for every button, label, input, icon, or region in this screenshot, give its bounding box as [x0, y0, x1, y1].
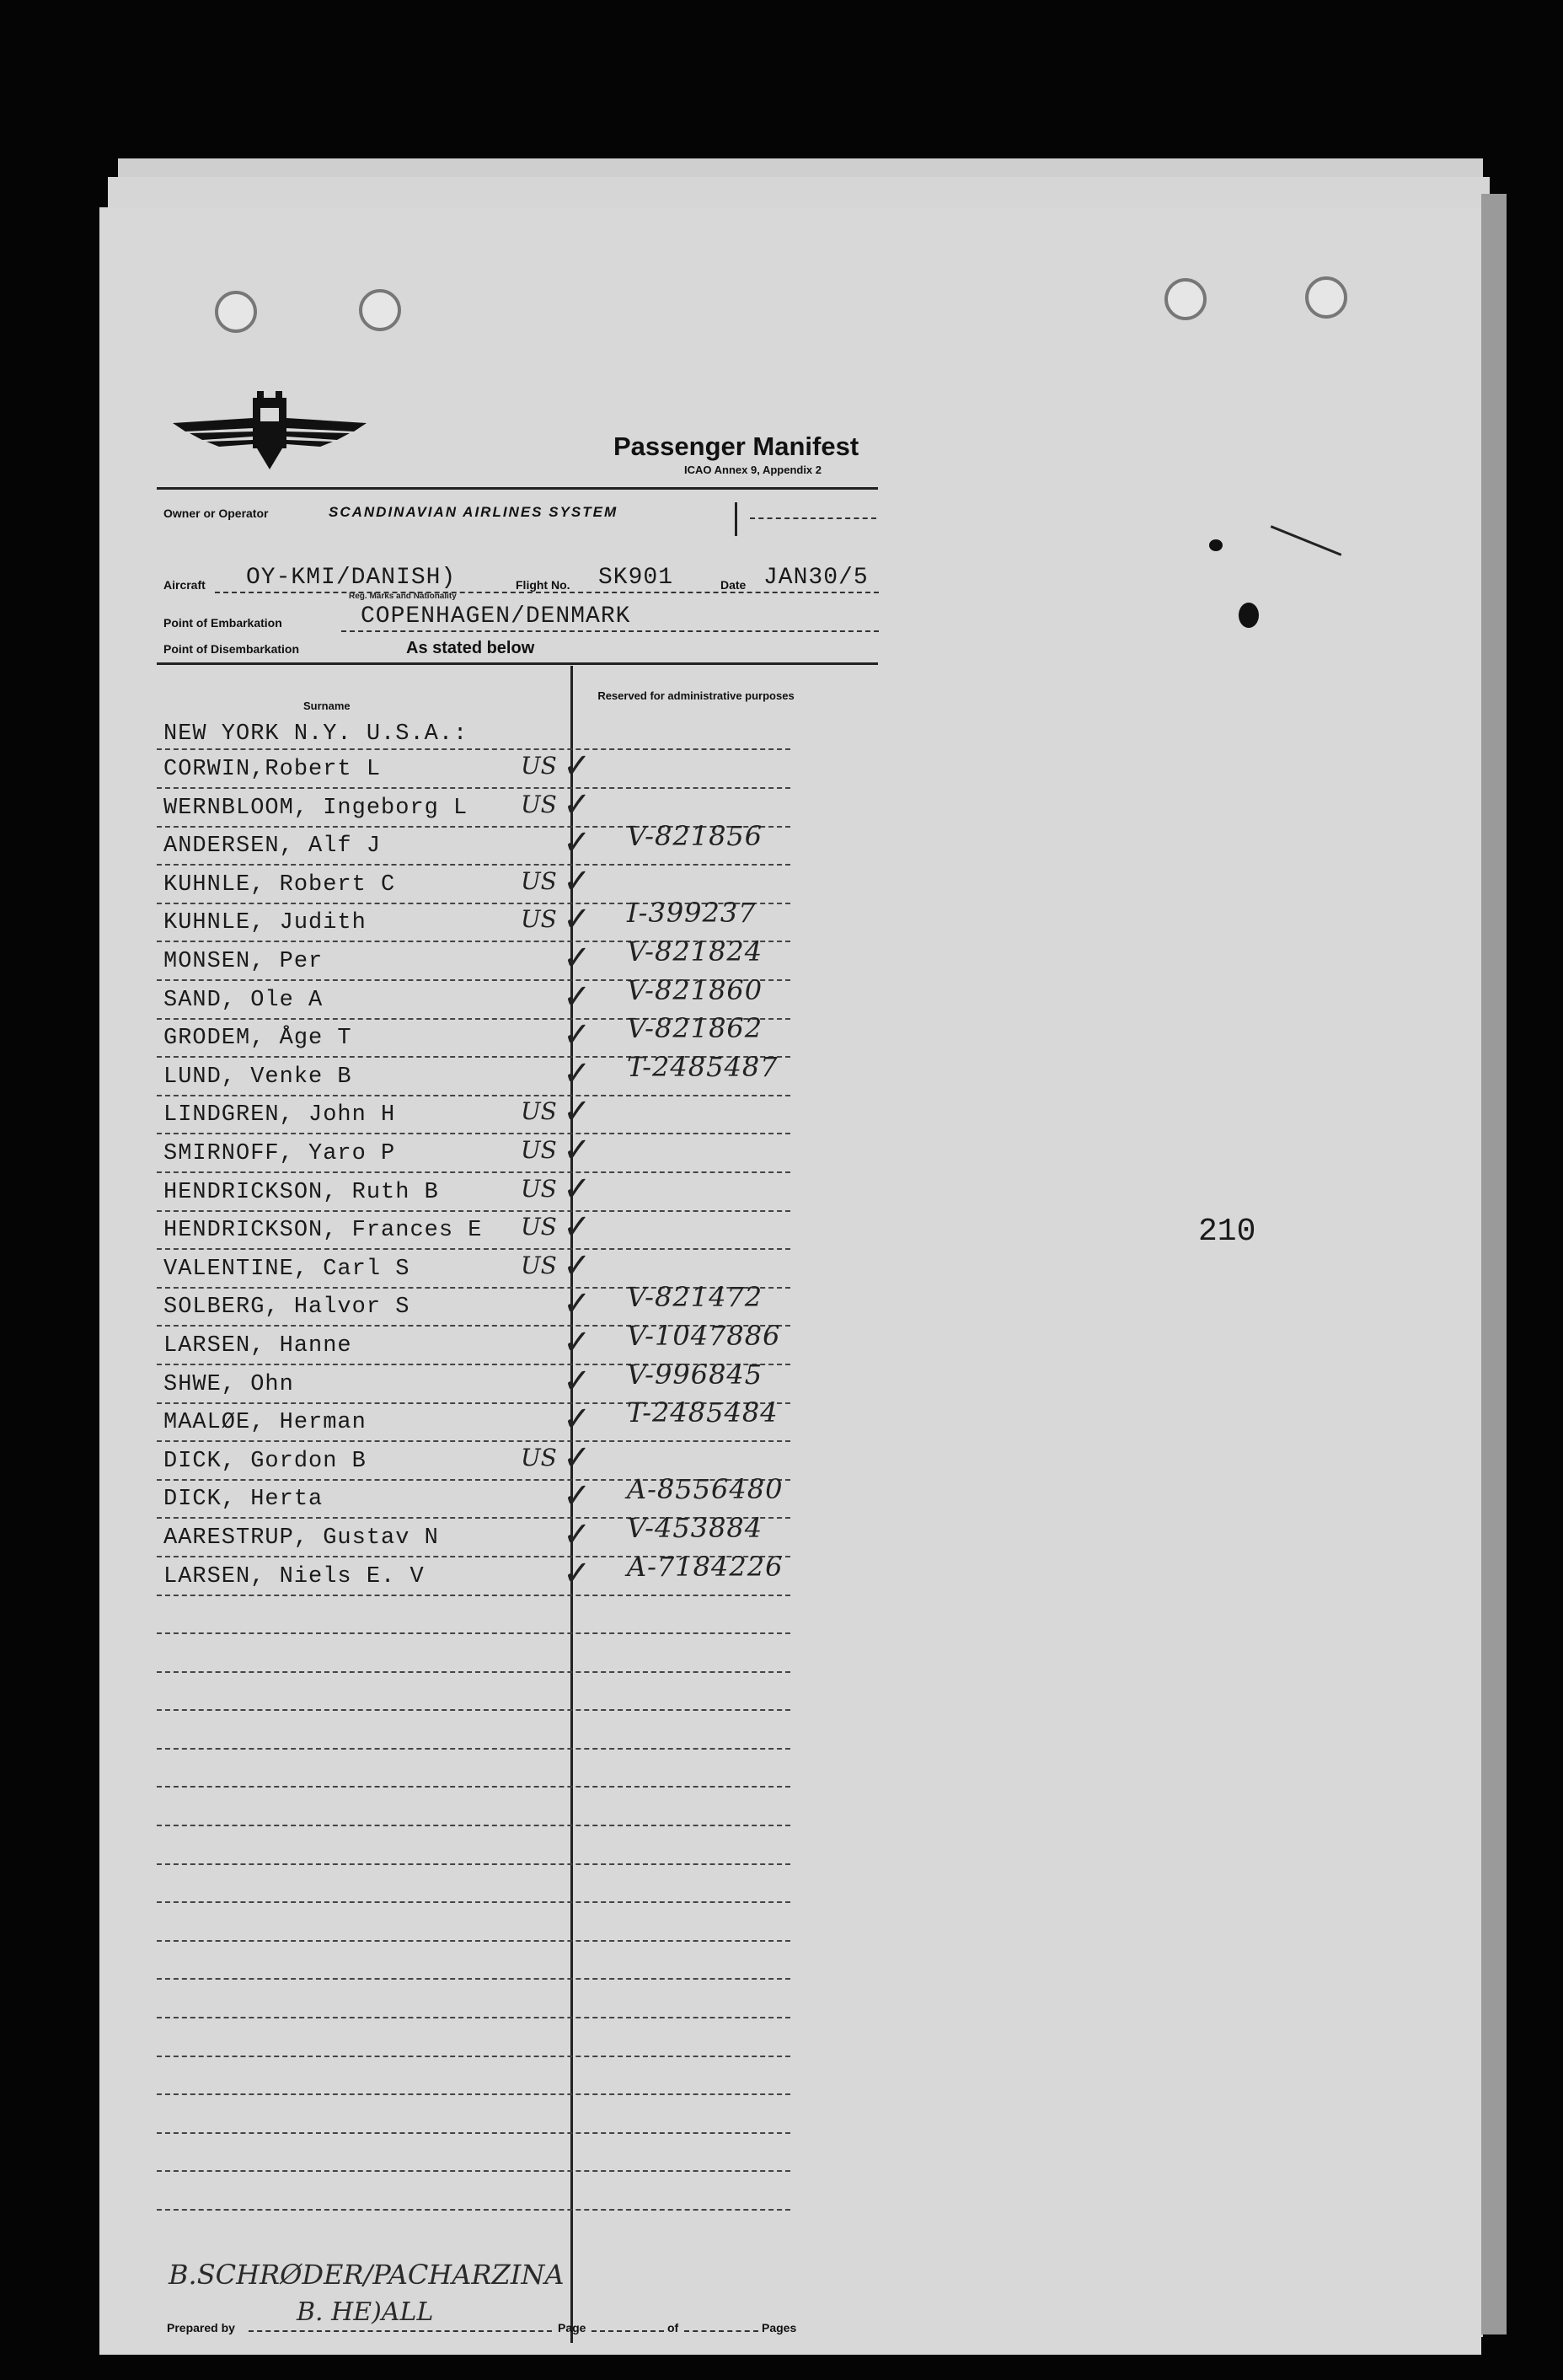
- row-line: [157, 1133, 790, 1134]
- header-divider: [157, 662, 878, 665]
- citizenship-mark: US: [521, 752, 557, 780]
- blank-row-line: [157, 2209, 790, 2211]
- date-value: JAN30/5: [763, 565, 869, 591]
- passenger-name: SAND, Ole A: [163, 988, 324, 1013]
- passenger-name: VALENTINE, Carl S: [163, 1257, 410, 1282]
- check-mark-icon: ✓: [563, 1054, 591, 1093]
- check-mark-icon: ✓: [563, 1170, 591, 1209]
- check-mark-icon: ✓: [563, 1092, 591, 1131]
- disembark-value: As stated below: [406, 639, 535, 657]
- passenger-name: ANDERSEN, Alf J: [163, 834, 382, 859]
- citizenship-mark: US: [521, 1097, 557, 1125]
- passenger-name: MONSEN, Per: [163, 949, 324, 974]
- blank-row-line: [157, 1978, 790, 1980]
- pages-label: Pages: [762, 2321, 797, 2334]
- check-mark-icon: ✓: [563, 1362, 591, 1401]
- citizenship-mark: US: [521, 867, 557, 895]
- blank-row-line: [157, 2132, 790, 2134]
- punch-hole-icon: [1164, 278, 1207, 320]
- row-line: [157, 1210, 790, 1212]
- passenger-name: GRODEM, Åge T: [163, 1026, 352, 1051]
- row-line: [157, 1440, 790, 1442]
- row-line: [157, 787, 790, 789]
- blank-row-line: [157, 2170, 790, 2172]
- owner-value: SCANDINAVIAN AIRLINES SYSTEM: [329, 504, 618, 520]
- citizenship-mark: US: [521, 1175, 557, 1203]
- check-mark-icon: ✓: [563, 900, 591, 939]
- embark-value: COPENHAGEN/DENMARK: [361, 603, 631, 630]
- check-mark-icon: ✓: [563, 1515, 591, 1554]
- blank-row-line: [157, 2093, 790, 2095]
- passenger-name: LARSEN, Hanne: [163, 1333, 352, 1359]
- passenger-name: SOLBERG, Halvor S: [163, 1295, 410, 1320]
- check-mark-icon: ✓: [563, 1131, 591, 1170]
- check-mark-icon: ✓: [563, 1208, 591, 1246]
- field-line: [591, 2330, 664, 2332]
- check-mark-icon: ✓: [563, 1439, 591, 1477]
- citizenship-mark: US: [521, 905, 557, 933]
- ink-spot: [1239, 603, 1259, 628]
- surname-column-header: Surname: [303, 700, 351, 712]
- check-mark-icon: ✓: [563, 862, 591, 901]
- citizenship-mark: US: [521, 791, 557, 818]
- owner-label: Owner or Operator: [163, 507, 269, 520]
- punch-hole-icon: [1305, 276, 1347, 319]
- document-number: T-2485484: [627, 1396, 779, 1429]
- blank-row-line: [157, 1825, 790, 1826]
- embark-label: Point of Embarkation: [163, 616, 282, 630]
- row-line: [157, 1595, 790, 1596]
- field-line: [215, 592, 879, 593]
- page-number: 210: [1198, 1214, 1256, 1250]
- document-number: V-996845: [627, 1359, 763, 1391]
- row-line: [157, 1171, 790, 1173]
- prepared-by-label: Prepared by: [167, 2321, 235, 2334]
- reserved-column-header: Reserved for administrative purposes: [597, 689, 795, 702]
- row-line: [157, 864, 790, 866]
- check-mark-icon: ✓: [563, 1016, 591, 1054]
- check-mark-icon: ✓: [563, 785, 591, 824]
- document-number: V-453884: [627, 1512, 763, 1544]
- check-mark-icon: ✓: [563, 1554, 591, 1593]
- of-label: of: [667, 2321, 679, 2334]
- document-number: A-7184226: [627, 1551, 784, 1583]
- passenger-name: HENDRICKSON, Ruth B: [163, 1180, 439, 1205]
- blank-row-line: [157, 1863, 790, 1865]
- check-mark-icon: ✓: [563, 823, 591, 862]
- passenger-name: LINDGREN, John H: [163, 1102, 396, 1128]
- check-mark-icon: ✓: [563, 939, 591, 978]
- passenger-name: SMIRNOFF, Yaro P: [163, 1141, 396, 1166]
- document-number: A-8556480: [627, 1473, 784, 1505]
- blank-row-line: [157, 1901, 790, 1903]
- date-label: Date: [720, 578, 747, 592]
- blank-row-line: [157, 1671, 790, 1673]
- passenger-name: HENDRICKSON, Frances E: [163, 1218, 483, 1243]
- check-mark-icon: ✓: [563, 1246, 591, 1285]
- blank-row-line: [157, 1940, 790, 1942]
- passenger-name: DICK, Herta: [163, 1487, 324, 1512]
- punch-hole-icon: [359, 289, 401, 331]
- row-line: [157, 1095, 790, 1096]
- disembark-label: Point of Disembarkation: [163, 642, 300, 656]
- field-line: [249, 2330, 552, 2332]
- check-mark-icon: ✓: [563, 1400, 591, 1439]
- blank-row-line: [157, 1709, 790, 1711]
- document-number: V-821860: [627, 974, 763, 1006]
- check-mark-icon: ✓: [563, 747, 591, 785]
- signature-line-2: B. HE)ALL: [297, 2297, 434, 2327]
- row-line: [157, 748, 790, 750]
- check-mark-icon: ✓: [563, 1477, 591, 1515]
- citizenship-mark: US: [521, 1252, 557, 1279]
- blank-row-line: [157, 2017, 790, 2018]
- passenger-name: AARESTRUP, Gustav N: [163, 1525, 439, 1551]
- document-number: V-821862: [627, 1012, 763, 1044]
- blank-row-line: [157, 1786, 790, 1788]
- header-divider: [157, 487, 878, 490]
- document-number: V-821472: [627, 1281, 763, 1313]
- aircraft-sublabel: Reg. Marks and Nationality: [349, 592, 457, 601]
- destination-heading: NEW YORK N.Y. U.S.A.:: [163, 721, 468, 747]
- pen-stroke: [735, 502, 737, 536]
- aircraft-label: Aircraft: [163, 578, 206, 592]
- punch-hole-icon: [215, 291, 257, 333]
- citizenship-mark: US: [521, 1136, 557, 1164]
- passenger-name: DICK, Gordon B: [163, 1449, 367, 1474]
- aircraft-value: OY-KMI/DANISH): [246, 565, 457, 591]
- row-line: [157, 1248, 790, 1250]
- field-line: [684, 2330, 758, 2332]
- document-number: V-821856: [627, 820, 763, 852]
- document-number: I-399237: [627, 897, 757, 929]
- signature-line-1: B.SCHRØDER/PACHARZINA: [169, 2259, 565, 2291]
- blank-row-line: [157, 2056, 790, 2057]
- page-title: Passenger Manifest: [613, 432, 859, 461]
- document-number: T-2485487: [627, 1051, 779, 1083]
- citizenship-mark: US: [521, 1213, 557, 1241]
- flight-label: Flight No.: [516, 578, 570, 592]
- passenger-name: MAALØE, Herman: [163, 1410, 367, 1435]
- check-mark-icon: ✓: [563, 978, 591, 1016]
- check-mark-icon: ✓: [563, 1323, 591, 1362]
- check-mark-icon: ✓: [563, 1284, 591, 1323]
- flight-value: SK901: [598, 565, 674, 591]
- passenger-name: LUND, Venke B: [163, 1064, 352, 1090]
- paper-edge: [1481, 194, 1507, 2334]
- passenger-name: KUHNLE, Robert C: [163, 872, 396, 898]
- airline-logo-icon: [173, 389, 367, 474]
- passenger-name: CORWIN,Robert L: [163, 757, 382, 782]
- passenger-name: KUHNLE, Judith: [163, 910, 367, 935]
- field-line: [750, 517, 876, 519]
- page-label: Page: [558, 2321, 586, 2334]
- passenger-name: WERNBLOOM, Ingeborg L: [163, 796, 468, 821]
- blank-row-line: [157, 1632, 790, 1634]
- field-line: [341, 630, 879, 632]
- passenger-name: LARSEN, Niels E. V: [163, 1564, 425, 1589]
- document-number: V-1047886: [627, 1320, 781, 1352]
- passenger-name: SHWE, Ohn: [163, 1372, 294, 1397]
- ink-spot: [1209, 539, 1223, 551]
- citizenship-mark: US: [521, 1444, 557, 1471]
- page-subtitle: ICAO Annex 9, Appendix 2: [684, 464, 822, 476]
- blank-row-line: [157, 1748, 790, 1750]
- document-number: V-821824: [627, 935, 763, 968]
